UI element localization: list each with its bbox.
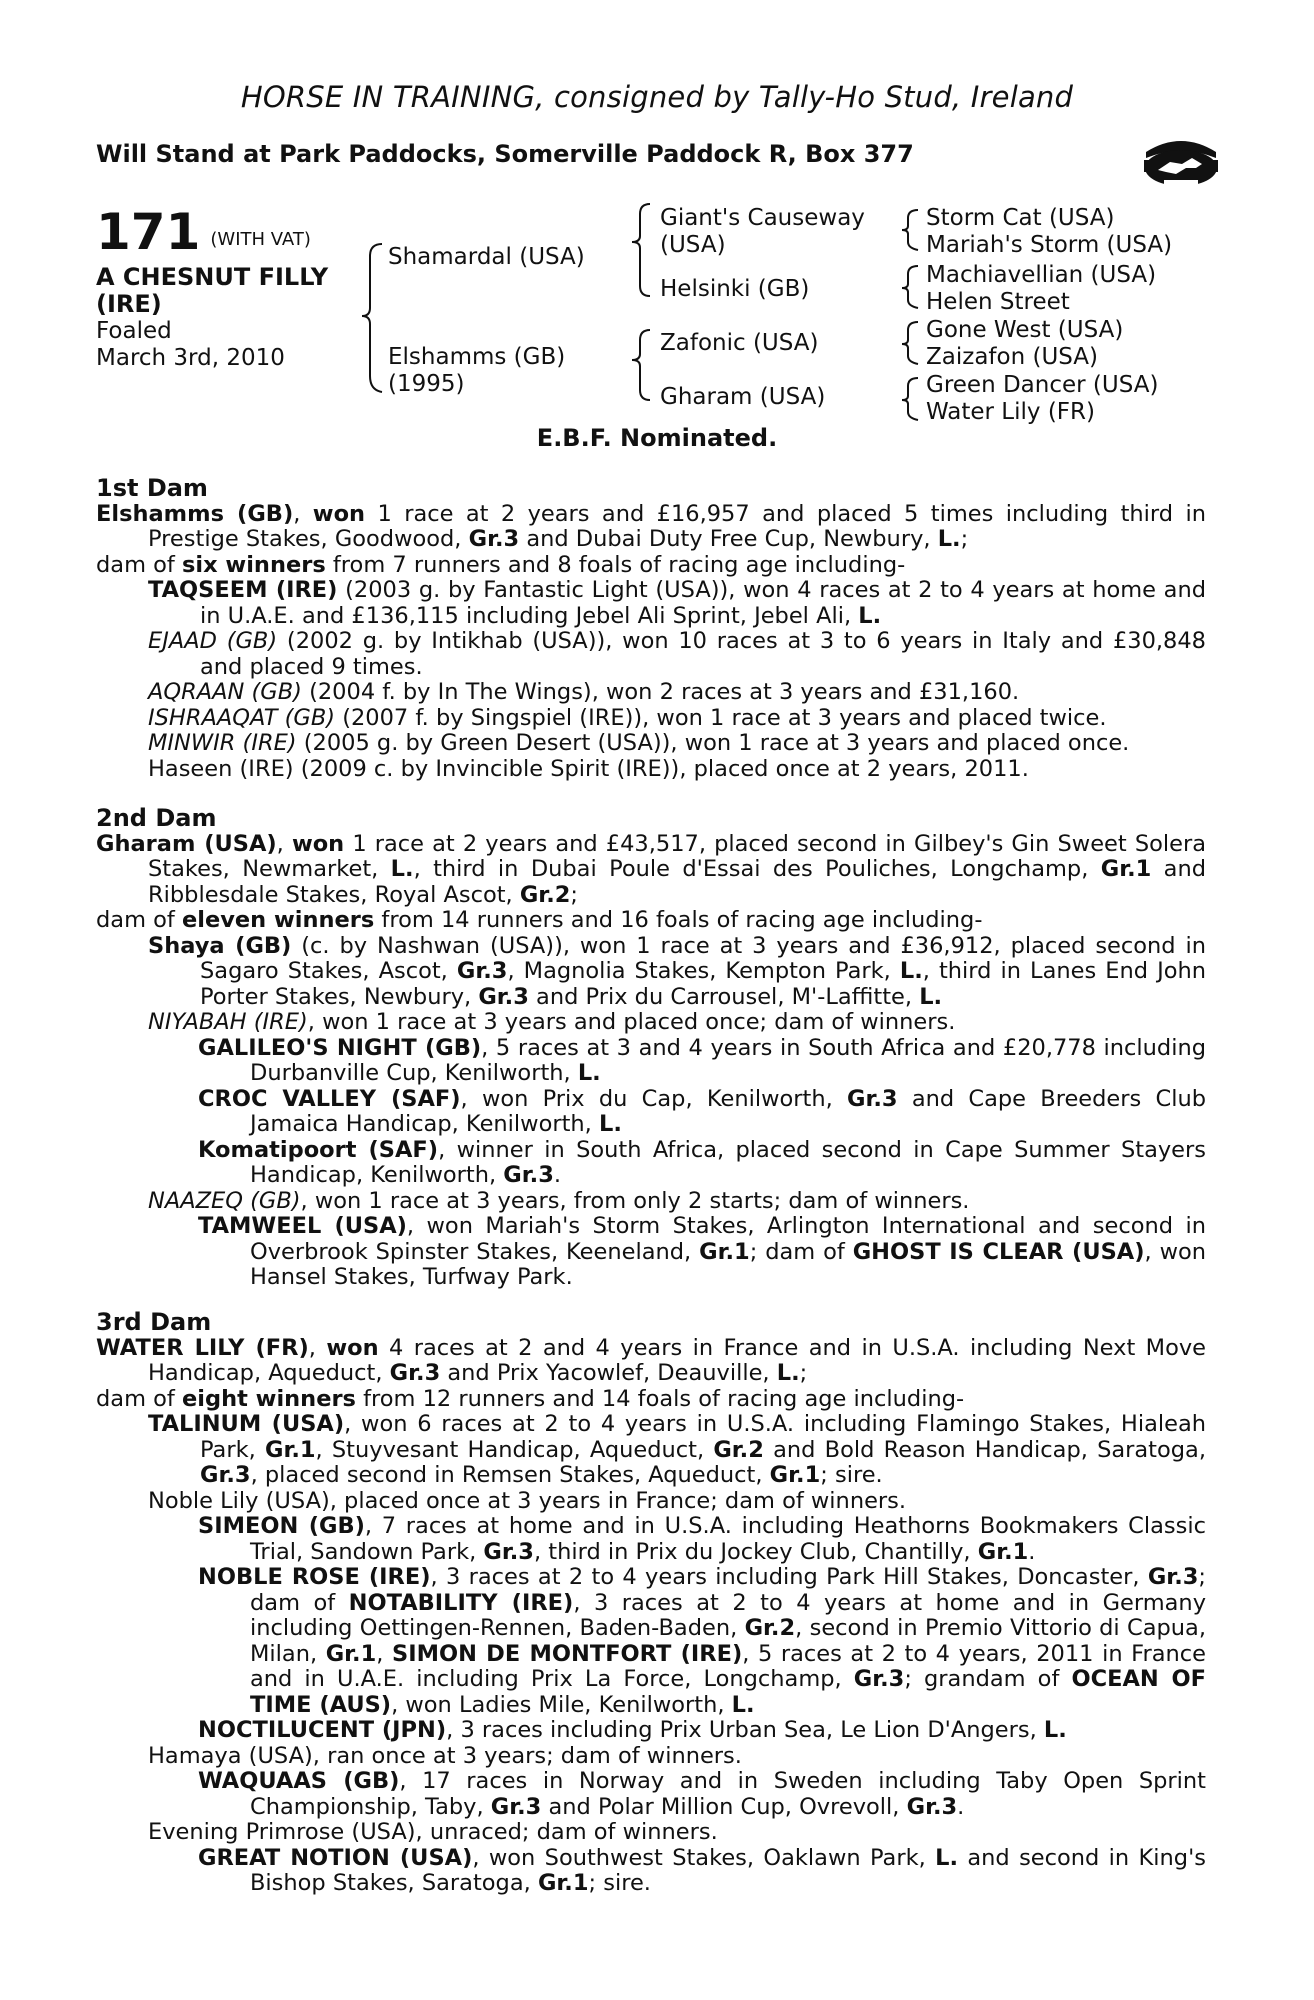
produce-entry: Evening Primrose (USA), unraced; dam of winners. (148, 1819, 718, 1845)
sire-sire: Giant's Causeway (USA) (660, 205, 865, 258)
stand-location: Will Stand at Park Paddocks, Somerville Paddock R, Box 377 (96, 140, 914, 168)
dam-dam-dam: Water Lily (FR) (926, 399, 1095, 425)
pedigree-braces (0, 0, 1314, 430)
produce-entry: Shaya (GB) (c. by Nashwan (USA)), won 1 race at 3 years and £36,912, placed second in Sagaro Stakes, Ascot, Gr.3, Magnolia Stakes, Kempton Park, L., third in Lanes End John Porter Stakes, Newbury, Gr.3 and Prix du Carrousel, M'-Laffitte, L. (148, 932, 1206, 1010)
sire-dam-sire: Machiavellian (USA) (926, 262, 1157, 288)
section-title: 3rd Dam (96, 1308, 212, 1336)
dam-name: Elshamms (GB) (388, 344, 566, 370)
lot-number: 171 (96, 203, 201, 261)
produce-entry: Noble Lily (USA), placed once at 3 years in France; dam of winners. (148, 1487, 907, 1514)
produce-entry: TALINUM (USA), won 6 races at 2 to 4 years in U.S.A. including Flamingo Stakes, Hialeah Park, Gr.1, Stuyvesant Handicap, Aqueduct, Gr.2 and Bold Reason Handicap, Saratoga, Gr.3, placed second in Remsen Stakes, Aqueduct, Gr.1; sire. (148, 1411, 1206, 1488)
produce-entry: NIYABAH (IRE), won 1 race at 3 years and placed once; dam of winners. (148, 1009, 956, 1035)
produce-entry: AQRAAN (GB) (2004 f. by In The Wings), won 2 races at 3 years and £31,160. (148, 679, 1020, 705)
ebf-nominated: E.B.F. Nominated. (536, 424, 778, 452)
foaled-date: March 3rd, 2010 (96, 345, 285, 371)
sire-sire-sire: Storm Cat (USA) (926, 205, 1115, 231)
produce-entry: EJAAD (GB) (2002 g. by Intikhab (USA)), won 10 races at 3 to 6 years in Italy and £30,848 and placed 9 times. (148, 628, 1206, 680)
vat-note: (WITH VAT) (210, 229, 311, 250)
sire-dam: Helsinki (GB) (660, 276, 810, 302)
lot-description: A CHESNUT FILLY (IRE) (96, 263, 329, 318)
produce-entry: CROC VALLEY (SAF), won Prix du Cap, Kenilworth, Gr.3 and Cape Breeders Club Jamaica Handicap, Kenilworth, L. (198, 1085, 1206, 1137)
dam-sire-dam: Zaizafon (USA) (926, 344, 1099, 370)
dam-produce-summary: dam of eight winners from 12 runners and 14 foals of racing age including- (96, 1385, 965, 1412)
dam-sire-sire: Gone West (USA) (926, 317, 1124, 343)
dam-year: (1995) (388, 371, 465, 397)
produce-entry: MINWIR (IRE) (2005 g. by Green Desert (USA)), won 1 race at 3 years and placed once. (148, 730, 1130, 756)
first-dam-section (96, 476, 1206, 782)
dam-entry: Elshamms (GB), won 1 race at 2 years and £16,957 and placed 5 times including third in Prestige Stakes, Goodwood, Gr.3 and Dubai Duty Free Cup, Newbury, L.; (96, 500, 1206, 552)
foaled-label: Foaled (96, 318, 172, 344)
produce-entry: GALILEO'S NIGHT (GB), 5 races at 3 and 4 years in South Africa and £20,778 including Durbanville Cup, Kenilworth, L. (198, 1034, 1207, 1086)
produce-entry: NOCTILUCENT (JPN), 3 races including Prix Urban Sea, Le Lion D'Angers, L. (198, 1717, 1067, 1743)
dam-entry: WATER LILY (FR), won 4 races at 2 and 4 years in France and in U.S.A. including Next Move Handicap, Aqueduct, Gr.3 and Prix Yacowlef, Deauville, L.; (96, 1334, 1207, 1386)
dam-dam-sire: Green Dancer (USA) (926, 372, 1159, 398)
produce-entry: Haseen (IRE) (2009 c. by Invincible Spirit (IRE)), placed once at 2 years, 2011. (148, 755, 1029, 782)
dam-produce-summary: dam of eleven winners from 14 runners and 16 foals of racing age including- (96, 907, 983, 933)
dam-sire: Zafonic (USA) (660, 330, 819, 356)
produce-entry: SIMEON (GB), 7 races at home and in U.S.A. including Heathorns Bookmakers Classic Trial, Sandown Park, Gr.3, third in Prix du Jockey Club, Chantilly, Gr.1. (198, 1513, 1207, 1565)
produce-entry: TAQSEEM (IRE) (2003 g. by Fantastic Light (USA)), won 4 races at 2 to 4 years at home and in U.A.E. and £136,115 including Jebel Ali Sprint, Jebel Ali, L. (148, 577, 1206, 629)
section-title: 1st Dam (96, 474, 208, 502)
sire: Shamardal (USA) (388, 244, 585, 270)
page-title: HORSE IN TRAINING, consigned by Tally-Ho Stud, Ireland (240, 80, 1074, 114)
produce-entry: NAAZEQ (GB), won 1 race at 3 years, from only 2 starts; dam of winners. (148, 1187, 970, 1214)
sire-sire-dam: Mariah's Storm (USA) (926, 232, 1173, 258)
produce-entry: ISHRAAQAT (GB) (2007 f. by Singspiel (IRE)), won 1 race at 3 years and placed twice. (148, 704, 1107, 731)
sire-dam-dam: Helen Street (926, 289, 1070, 315)
produce-entry: Komatipoort (SAF), winner in South Africa, placed second in Cape Summer Stayers Handicap, Kenilworth, Gr.3. (198, 1136, 1206, 1188)
section-title: 2nd Dam (96, 804, 217, 832)
produce-entry: Hamaya (USA), ran once at 3 years; dam of winners. (148, 1742, 742, 1769)
dam-entry: Gharam (USA), won 1 race at 2 years and £43,517, placed second in Gilbey's Gin Sweet Solera Stakes, Newmarket, L., third in Dubai Poule d'Essai des Pouliches, Longchamp, Gr.1 and Ribblesdale Stakes, Royal Ascot, Gr.2; (96, 830, 1207, 908)
produce-entry: TAMWEEL (USA), won Mariah's Storm Stakes, Arlington International and second in Overbrook Spinster Stakes, Keeneland, Gr.1; dam of GHOST IS CLEAR (USA), won Hansel Stakes, Turfway Park. (198, 1213, 1207, 1290)
second-dam-section (96, 806, 1206, 1291)
produce-entry: GREAT NOTION (USA), won Southwest Stakes, Oaklawn Park, L. and second in King's Bishop Stakes, Saratoga, Gr.1; sire. (198, 1844, 1206, 1896)
dam-dam: Gharam (USA) (660, 384, 826, 410)
third-dam-section (96, 1310, 1206, 1897)
dam-produce-summary: dam of six winners from 7 runners and 8 foals of racing age including- (96, 551, 906, 578)
produce-entry: WAQUAAS (GB), 17 races in Norway and in Sweden including Taby Open Sprint Championship, Taby, Gr.3 and Polar Million Cup, Ovrevoll, Gr.3. (198, 1768, 1206, 1820)
produce-entry: NOBLE ROSE (IRE), 3 races at 2 to 4 years including Park Hill Stakes, Doncaster, Gr.3; dam of NOTABILITY (IRE), 3 races at 2 to 4 years at home and in Germany including Oettingen-Rennen, Baden-Baden, Gr.2, second in Premio Vittorio di Capua, Milan, Gr.1, SIMON DE MONTFORT (IRE), 5 races at 2 to 4 years, 2011 in France and in U.A.E. including Prix La Force, Longchamp, Gr.3; grandam of OCEAN OF TIME (AUS), won Ladies Mile, Kenilworth, L. (198, 1564, 1207, 1718)
